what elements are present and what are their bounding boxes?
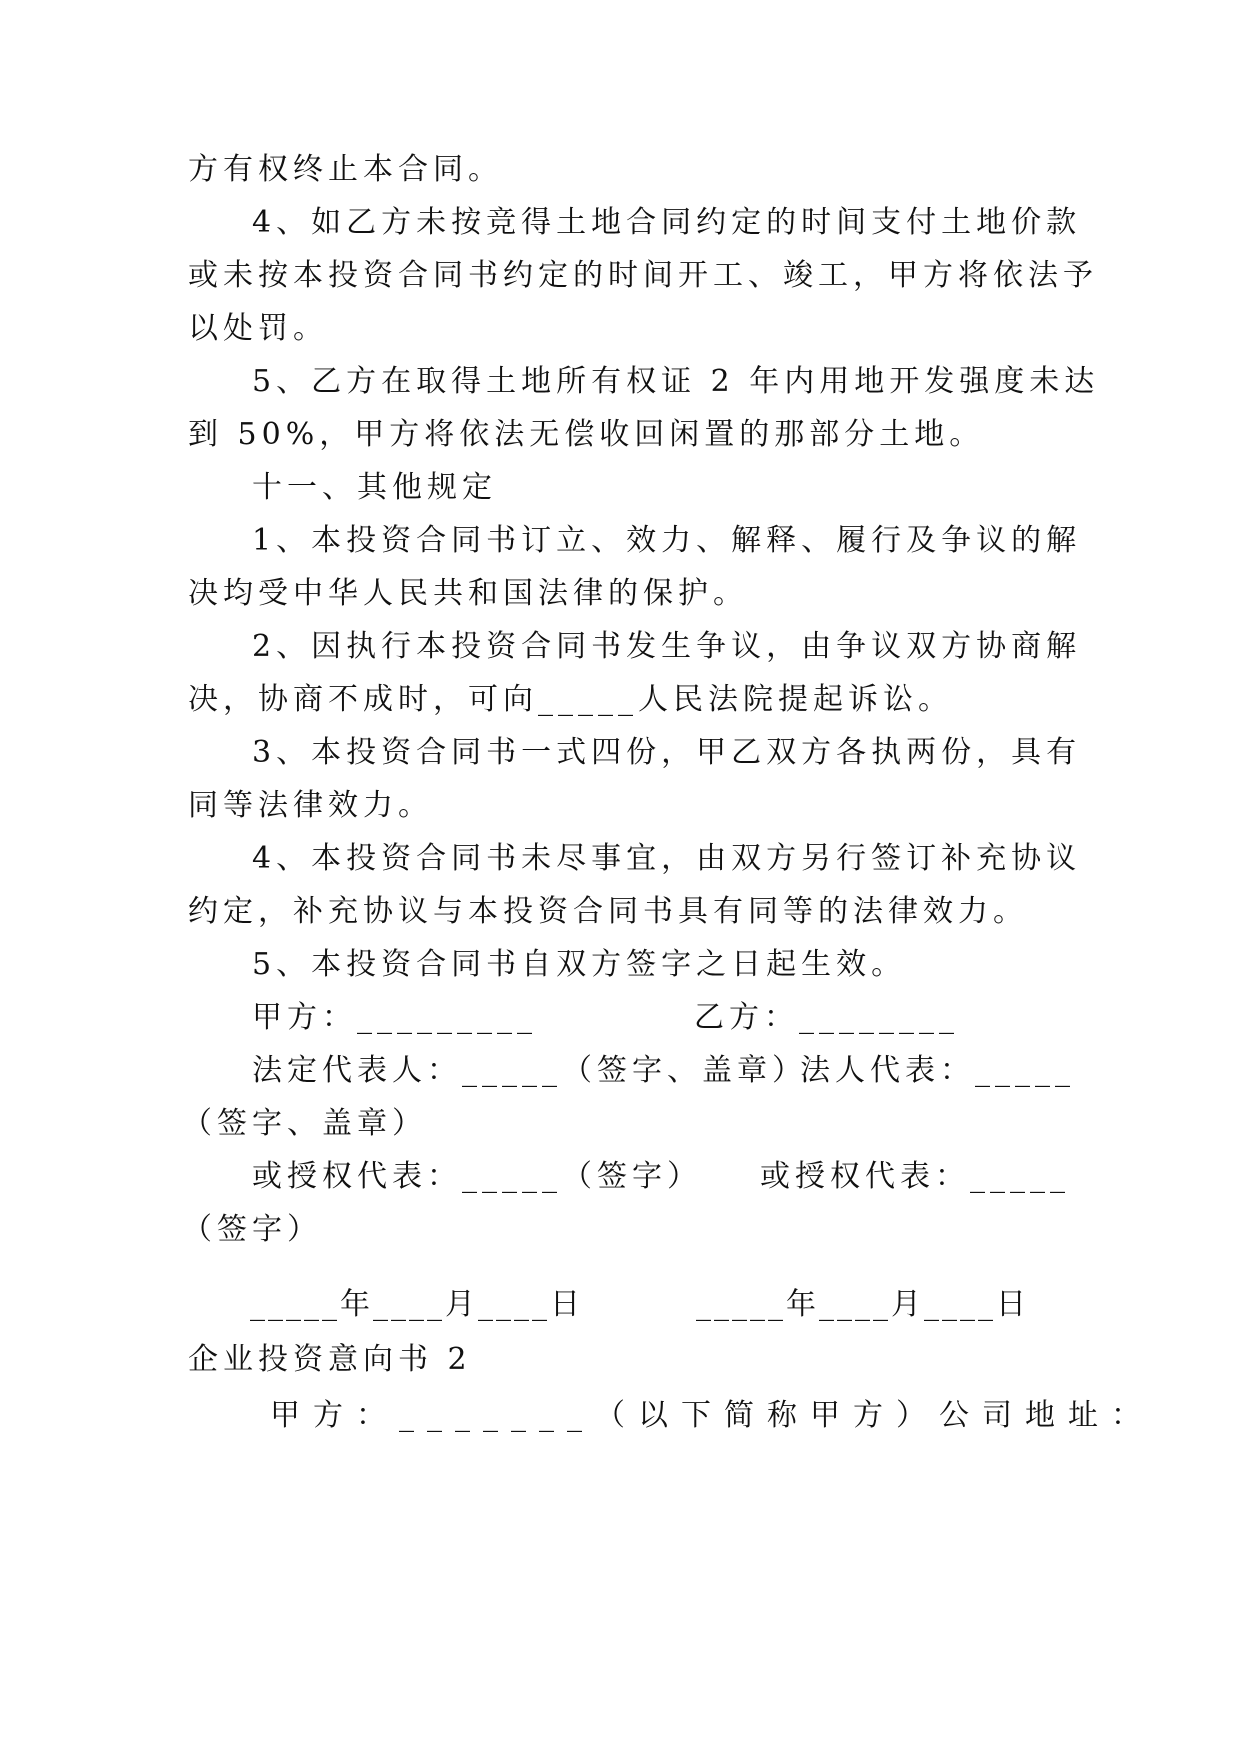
auth-rep-a: 或授权代表：_____（签字） <box>252 1159 702 1194</box>
party-b-label: 乙方：________ <box>694 1000 959 1035</box>
paragraph-line: 5、乙方在取得土地所有权证 2 年内用地开发强度未达 <box>252 364 1100 399</box>
date-b: _____年____月____日 <box>696 1287 1029 1322</box>
legal-rep-a: 法定代表人：_____（签字、盖章） <box>252 1053 807 1088</box>
paragraph-line: 约定，补充协议与本投资合同书具有同等的法律效力。 <box>188 894 1028 929</box>
date-a: _____年____月____日 <box>250 1287 583 1322</box>
paragraph-line: 3、本投资合同书一式四份，甲乙双方各执两份，具有 <box>252 735 1082 770</box>
paragraph-line: 方有权终止本合同。 <box>188 152 503 187</box>
paragraph-line: 4、本投资合同书未尽事宜，由双方另行签订补充协议 <box>252 841 1082 876</box>
paragraph-line: 到 50%，甲方将依法无偿收回闲置的那部分土地。 <box>188 417 985 452</box>
legal-rep-b: 法人代表：_____ <box>800 1053 1075 1088</box>
paragraph-line: 决，协商不成时，可向_____人民法院提起诉讼。 <box>188 682 953 717</box>
next-doc-first-line: 甲方：_______（以下简称甲方）公司地址： <box>270 1398 1154 1433</box>
section-heading: 十一、其他规定 <box>252 470 497 505</box>
auth-rep-b: 或授权代表：_____ <box>760 1159 1070 1194</box>
paragraph-line: 以处罚。 <box>188 311 328 346</box>
paragraph-line: 同等法律效力。 <box>188 788 433 823</box>
paragraph-line: 5、本投资合同书自双方签字之日起生效。 <box>252 947 907 982</box>
paragraph-line: 决均受中华人民共和国法律的保护。 <box>188 576 748 611</box>
next-doc-title: 企业投资意向书 2 <box>188 1342 472 1377</box>
paragraph-line: 4、如乙方未按竞得土地合同约定的时间支付土地价款 <box>252 205 1082 240</box>
auth-rep-b-cont: （签字） <box>182 1212 322 1247</box>
party-a-label: 甲方：_________ <box>252 1000 537 1035</box>
paragraph-line: 1、本投资合同书订立、效力、解释、履行及争议的解 <box>252 523 1082 558</box>
legal-rep-b-cont: （签字、盖章） <box>182 1106 427 1141</box>
paragraph-line: 或未按本投资合同书约定的时间开工、竣工，甲方将依法予 <box>188 258 1098 293</box>
paragraph-line: 2、因执行本投资合同书发生争议，由争议双方协商解 <box>252 629 1082 664</box>
